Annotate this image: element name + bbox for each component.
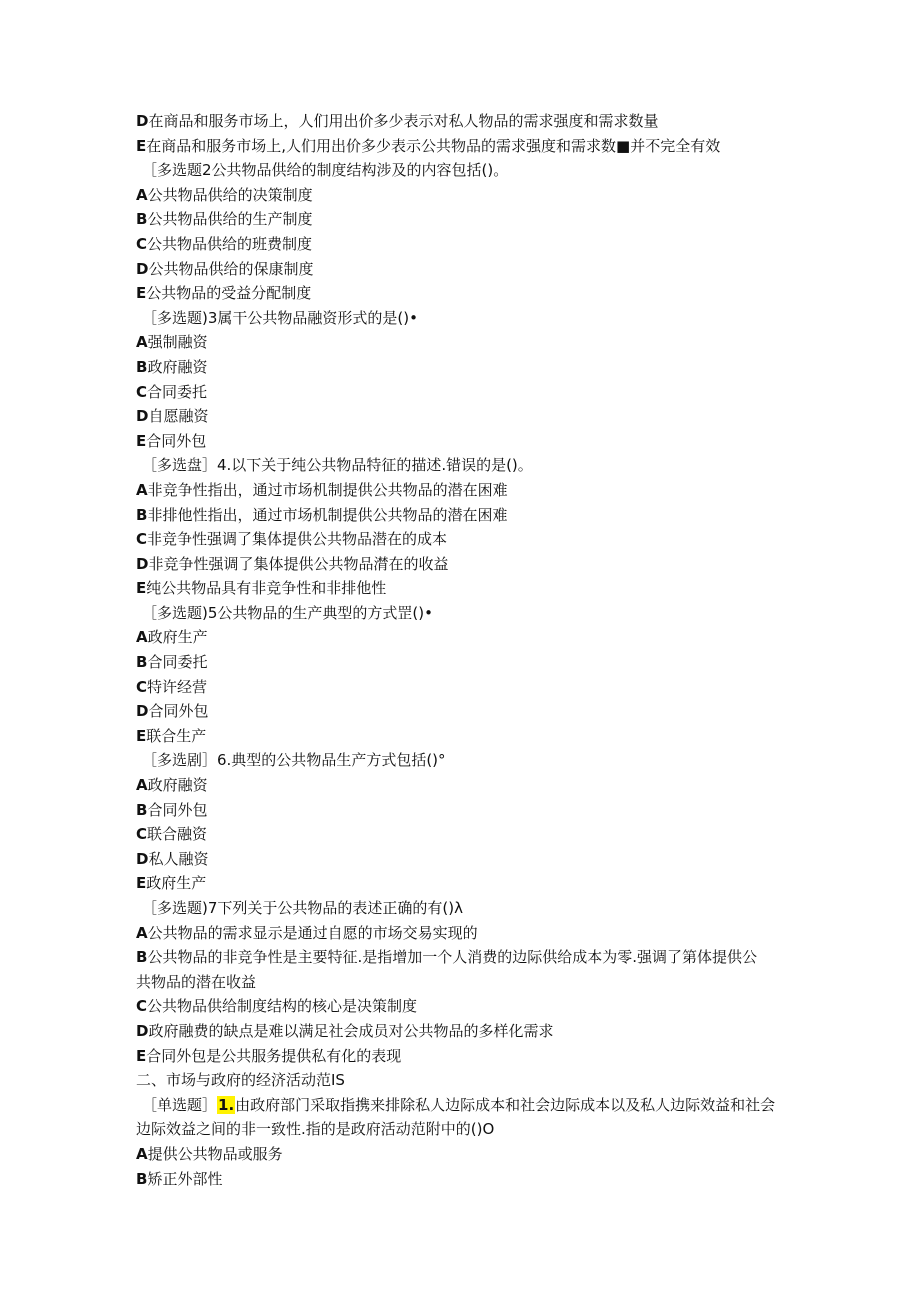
option-line (136, 650, 796, 675)
question-header: ［多选题)5公共物品的生产典型的方式罡()• (142, 603, 433, 622)
option-text: 在商品和服务市场上,人们用出价多少表示公共物品的需求强度和需求数■并不完全有效 (146, 136, 721, 155)
option-line (136, 478, 796, 503)
option-text: 提供公共物品或服务 (147, 1144, 283, 1163)
option-letter: B (136, 210, 148, 229)
option-text: 在商品和服务市场上，人们用出价多少表示对私人物品的需求强度和需求数量 (148, 112, 659, 130)
option-line (136, 1044, 796, 1069)
option-text: 合同外包是公共服务提供私有化的表现 (146, 1046, 402, 1065)
option-line (136, 503, 796, 528)
option-text: 纯公共物品具有非竞争性和非排他性 (146, 579, 387, 598)
option-letter: B (136, 948, 148, 967)
question-continuation: 边际效益之间的非一致性.指的是政府活动范附中的()O (136, 1120, 495, 1139)
option-text: 公共物品供给的班费制度 (147, 234, 313, 253)
question-text: 由政府部门采取指携来排除私人边际成本和社会边际成本以及私人边际效益和社会 (235, 1095, 776, 1114)
option-text: 矫正外部性 (147, 1169, 223, 1188)
option-text: 公共物品供给的决策制度 (147, 185, 313, 204)
question-number-highlight: 1. (218, 1095, 235, 1114)
option-line (136, 576, 796, 601)
option-text: 合同委托 (147, 382, 208, 401)
option-letter: A (136, 1144, 148, 1163)
option-letter: B (136, 800, 148, 819)
section-title: 二、市场与政府的经济活动范IS (136, 1071, 345, 1090)
option-text: 私人融资 (148, 849, 209, 868)
option-line (136, 552, 796, 577)
option-line (136, 847, 796, 872)
option-text: 合同外包 (148, 702, 209, 721)
option-letter: C (136, 382, 148, 401)
option-text: 特许经营 (147, 677, 208, 696)
option-line (136, 675, 796, 700)
option-text: 强制融资 (147, 333, 208, 352)
option-letter: C (136, 677, 148, 696)
option-line (136, 330, 796, 355)
option-line (136, 945, 796, 970)
option-letter: B (136, 505, 148, 524)
option-continuation: 共物品的潜在收益 (136, 972, 257, 991)
option-text: 联合融资 (147, 825, 208, 844)
option-line (136, 822, 796, 847)
option-line (136, 625, 796, 650)
option-text: 公共物品供给的保康制度 (148, 259, 314, 278)
option-line (136, 724, 796, 749)
option-line (136, 921, 796, 946)
option-letter: B (136, 357, 148, 376)
option-text: 非竞争性指出，通过市场机制提供公共物品的潜在困难 (147, 480, 508, 499)
option-line (136, 134, 796, 159)
option-letter: E (136, 726, 147, 745)
option-letter: A (136, 923, 148, 942)
option-line (136, 109, 796, 134)
option-text: 政府融资 (147, 776, 208, 795)
option-text: 政府生产 (147, 628, 208, 647)
question-header: ［多选题)3属干公共物品融资形式的是()• (142, 308, 418, 327)
option-letter: B (136, 1169, 148, 1188)
option-line (136, 773, 796, 798)
option-letter: C (136, 997, 148, 1016)
option-text: 政府融资 (147, 357, 208, 376)
option-letter: E (136, 579, 147, 598)
question-header: ［多选盘］4.以下关于纯公共物品特征的描述.错误的是()。 (142, 456, 533, 475)
option-letter: C (136, 234, 148, 253)
option-letter: D (136, 554, 149, 573)
question-header: ［多选题)7下列关于公共物品的表述正确的有()λ (142, 899, 463, 917)
option-text: 政府融费的缺点是难以满足社会成员对公共物品的多样化需求 (148, 1021, 554, 1040)
question-header (136, 1093, 796, 1118)
option-line (136, 404, 796, 429)
question-type: ［单选题］ (142, 1095, 218, 1114)
option-letter: D (136, 112, 149, 130)
option-letter: D (136, 849, 149, 868)
option-text: 公共物品的非竞争性是主要特征.是指增加一个人消费的边际供给成本为零.强调了第体提供公 (147, 948, 757, 967)
option-letter: C (136, 530, 148, 549)
option-letter: A (136, 628, 148, 647)
option-line (136, 1019, 796, 1044)
option-text: 非排他性指出，通过市场机制提供公共物品的潜在困难 (147, 505, 508, 524)
option-text: 政府生产 (146, 874, 207, 893)
option-line (136, 281, 796, 306)
option-line (136, 355, 796, 380)
option-text: 公共物品供给的生产制度 (147, 210, 313, 229)
option-line (136, 798, 796, 823)
option-letter: E (136, 874, 147, 893)
option-line (136, 183, 796, 208)
document-content (136, 109, 796, 1191)
option-line (136, 207, 796, 232)
option-letter: A (136, 333, 148, 352)
option-letter: E (136, 136, 147, 155)
option-letter: E (136, 284, 147, 303)
option-text: 联合生产 (146, 726, 207, 745)
option-line (136, 699, 796, 724)
option-letter: E (136, 431, 147, 450)
option-letter: A (136, 185, 148, 204)
option-text: 公共物品的需求显示是通过自愿的市场交易实现的 (147, 923, 478, 942)
option-text: 合同外包 (147, 800, 208, 819)
option-text: 自愿融资 (148, 407, 209, 426)
option-text: 非竞争性强调了集体提供公共物品潸在的收益 (148, 554, 449, 573)
option-text: 非竞争性强调了集体提供公共物品潜在的成本 (147, 530, 448, 549)
option-letter: C (136, 825, 148, 844)
option-line (136, 994, 796, 1019)
question-header: ［多选剧］6.典型的公共物品生产方式包括()° (142, 751, 446, 770)
option-text: 公共物品的受益分配制度 (146, 284, 312, 303)
option-letter: D (136, 407, 149, 426)
option-letter: A (136, 776, 148, 795)
question-header: ［多选题2公共物品供给的制度结构涉及的内容包括()。 (142, 161, 509, 180)
option-line (136, 380, 796, 405)
option-line (136, 871, 796, 896)
option-line (136, 429, 796, 454)
option-letter: B (136, 653, 148, 672)
option-text: 公共物品供给制度结构的核心是决策制度 (147, 997, 418, 1016)
option-line (136, 1142, 796, 1167)
option-line (136, 527, 796, 552)
option-line (136, 1167, 796, 1192)
option-letter: D (136, 259, 149, 278)
option-letter: A (136, 480, 148, 499)
option-letter: D (136, 1021, 149, 1040)
option-letter: D (136, 702, 149, 721)
option-letter: E (136, 1046, 147, 1065)
option-line (136, 257, 796, 282)
option-text: 合同委托 (147, 653, 208, 672)
option-line (136, 232, 796, 257)
option-text: 合同外包 (146, 431, 207, 450)
